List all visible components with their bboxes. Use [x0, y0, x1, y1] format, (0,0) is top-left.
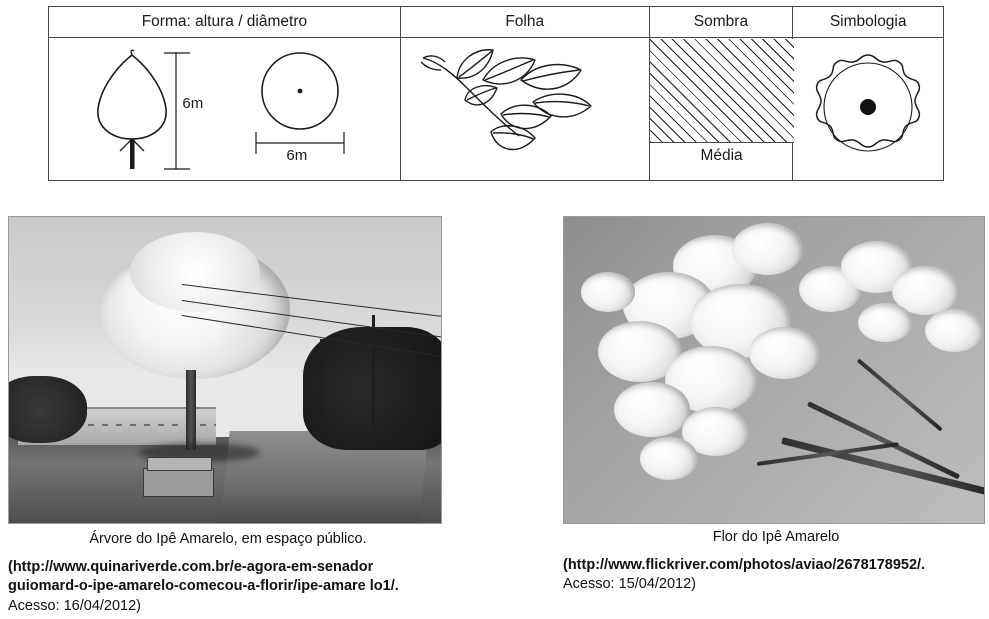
tree-plan-diagram: [234, 39, 384, 179]
photo-utility-pole-1: [372, 315, 375, 444]
cell-simbologia: [793, 38, 944, 181]
cell-forma: [49, 38, 401, 181]
cell-sombra: [649, 38, 793, 181]
photo-tree-trunk: [186, 370, 196, 450]
shade-value-label: Média: [700, 147, 743, 164]
table-header-row: [49, 7, 944, 38]
symbol-plan-icon: [798, 39, 938, 175]
photo-blossom: [749, 327, 820, 379]
species-spec-table: [48, 6, 944, 181]
caption-left-url: (http://www.quinariverde.com.br/e-agora-em-senador guiomard-o-ipe-amarelo-comecou-a-florir/ipe-amare lo1/.: [8, 558, 399, 595]
table-body: [49, 38, 944, 181]
table-head: [49, 7, 944, 38]
photo-blossom: [858, 303, 913, 343]
diameter-dimension-label: 6m: [286, 147, 308, 164]
photo-bench: [143, 468, 214, 498]
caption-right-title: Flor do Ipê Amarelo: [712, 529, 840, 545]
photo-dark-foliage-left: [8, 376, 87, 443]
height-dimension-label: 6m: [182, 95, 204, 112]
caption-left-source: [8, 558, 448, 617]
column-header-forma: Forma: altura / diâmetro: [49, 7, 401, 38]
column-header-sombra: Sombra: [649, 7, 793, 38]
tree-elevation-diagram: [64, 39, 204, 179]
photo-blossom: [581, 272, 636, 312]
figure-tree-photo: [8, 216, 442, 524]
caption-right-url: (http://www.flickriver.com/photos/aviao/2678178952/.: [563, 556, 926, 573]
caption-left-access: Acesso: 16/04/2012): [8, 597, 142, 614]
leaf-drawing-icon: [405, 40, 645, 176]
cell-folha: [400, 38, 649, 181]
caption-left-title: Árvore do Ipê Amarelo, em espaço público.: [89, 531, 367, 547]
column-header-simbologia: Simbologia: [793, 7, 944, 38]
photo-utility-pole-2: [320, 339, 323, 437]
photo-blossom: [925, 309, 984, 352]
caption-right-access: Acesso: 15/04/2012): [563, 576, 697, 593]
photo-blossom: [732, 223, 803, 275]
caption-right-source: [563, 556, 989, 595]
table-row: [49, 38, 944, 181]
caption-left: [8, 530, 448, 616]
shade-hatch-pattern: [650, 39, 794, 143]
photo-blossom: [614, 382, 690, 437]
caption-right: [563, 528, 989, 595]
photo-tree-canopy-top: [130, 232, 260, 312]
column-header-folha: Folha: [400, 7, 649, 38]
photo-blossom: [640, 437, 699, 480]
figure-flower-photo: [563, 216, 985, 524]
tree-plan-icon: [234, 39, 384, 179]
